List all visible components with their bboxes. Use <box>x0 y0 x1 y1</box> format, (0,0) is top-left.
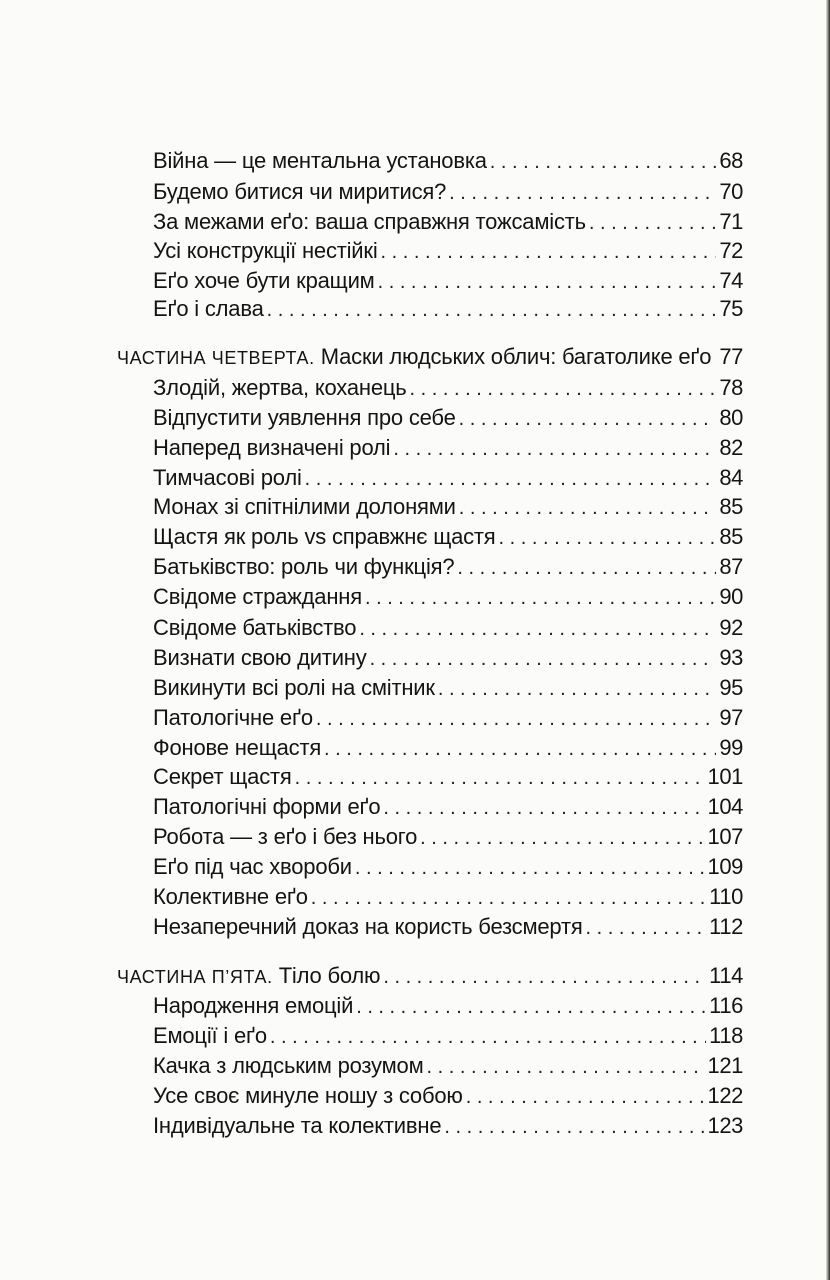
dot-leader <box>355 853 705 883</box>
dot-leader <box>459 404 717 434</box>
toc-entry-page: 107 <box>707 824 743 849</box>
toc-entry[interactable] <box>153 463 743 493</box>
toc-entry-title: Колективне еґо <box>153 884 308 909</box>
toc-entry[interactable] <box>153 673 743 703</box>
toc-entry-page: 71 <box>719 209 743 234</box>
toc-entry[interactable] <box>153 613 743 643</box>
toc-entry-page: 109 <box>707 854 743 879</box>
toc-entry-page: 123 <box>707 1113 743 1138</box>
toc-row <box>0 177 830 207</box>
toc-entry-page: 84 <box>719 465 743 490</box>
dot-leader <box>365 583 716 613</box>
toc-entry[interactable] <box>153 433 743 463</box>
toc-entry-title: Народження емоцій <box>153 993 354 1018</box>
toc-entry[interactable] <box>153 703 743 733</box>
dot-leader <box>449 178 716 208</box>
toc-entry-title: Індивідуальне та колективне <box>153 1113 442 1138</box>
dot-leader <box>383 962 706 992</box>
part-page: 114 <box>709 963 743 988</box>
toc-entry-title: Будемо битися чи миритися? <box>153 179 447 204</box>
toc-entry-title: Еґо під час хвороби <box>153 854 352 879</box>
toc-entry-title: Фонове нещастя <box>153 735 322 760</box>
dot-leader <box>267 295 717 325</box>
part-label: ЧАСТИНА ЧЕТВЕРТА. <box>117 348 315 368</box>
dot-leader <box>459 493 717 523</box>
toc-entry-title: Свідоме батьківство <box>153 615 357 640</box>
toc-row-part-heading <box>0 961 830 991</box>
toc-entry-page: 112 <box>709 914 743 939</box>
toc-entry-page: 104 <box>707 794 743 819</box>
toc-entry-title: Наперед визначені ролі <box>153 435 391 460</box>
toc-entry-page: 78 <box>719 375 743 400</box>
toc-entry-page: 85 <box>719 524 743 549</box>
dot-leader <box>305 464 717 494</box>
toc-entry[interactable] <box>153 492 743 522</box>
part-page: 77 <box>719 344 743 369</box>
toc-entry[interactable] <box>153 146 743 176</box>
part-title: Тіло болю <box>278 963 381 988</box>
dot-leader <box>311 883 706 913</box>
dot-leader <box>427 1052 705 1082</box>
toc-entry[interactable] <box>153 403 743 433</box>
toc-entry-page: 87 <box>719 554 743 579</box>
toc-entry-title: Злодій, жертва, коханець <box>153 375 407 400</box>
toc-entry[interactable] <box>153 522 743 552</box>
dot-leader <box>457 553 716 583</box>
toc-entry-page: 72 <box>719 238 743 263</box>
toc-row <box>0 266 830 296</box>
toc-entry-page: 80 <box>719 405 743 430</box>
dot-leader <box>444 1112 704 1142</box>
toc-entry[interactable] <box>153 1081 743 1111</box>
dot-leader <box>356 992 706 1022</box>
toc-entry[interactable] <box>153 207 743 237</box>
toc-entry-page: 95 <box>719 675 743 700</box>
toc-entry-title: Усе своє минуле ношу з собою <box>153 1083 463 1108</box>
dot-leader <box>589 208 716 238</box>
toc-part-heading[interactable] <box>117 342 743 372</box>
dot-leader <box>370 644 717 674</box>
toc-entry-title: Свідоме страждання <box>153 584 362 609</box>
toc-entry-page: 121 <box>707 1053 743 1078</box>
toc-entry-title: Секрет щастя <box>153 764 292 789</box>
dot-leader <box>393 434 716 464</box>
toc-entry[interactable] <box>153 294 743 324</box>
part-label: ЧАСТИНА П’ЯТА. <box>117 967 273 987</box>
toc-entry-page: 85 <box>719 494 743 519</box>
toc-entry-title: Війна — це ментальна установка <box>153 148 487 173</box>
toc-entry-title: Усі конструкції нестійкі <box>153 238 378 263</box>
toc-entry-title: Емоції і еґо <box>153 1023 267 1048</box>
dot-leader <box>499 523 717 553</box>
toc-entry-page: 90 <box>719 584 743 609</box>
dot-leader <box>359 614 716 644</box>
dot-leader <box>295 763 705 793</box>
toc-entry-title: Батьківство: роль чи функція? <box>153 554 455 579</box>
toc-entry[interactable] <box>153 643 743 673</box>
toc-entry-page: 97 <box>719 705 743 730</box>
toc-entry[interactable] <box>153 1111 743 1141</box>
toc-entry-title: Незаперечний доказ на користь безсмертя <box>153 914 583 939</box>
toc-entry[interactable] <box>153 912 743 942</box>
dot-leader <box>316 704 716 734</box>
toc-row <box>0 294 830 324</box>
toc-row <box>0 236 830 266</box>
part-title: Маски людських облич: багатолике еґо <box>320 344 712 369</box>
toc-entry[interactable] <box>153 582 743 612</box>
toc-entry-page: 68 <box>719 148 743 173</box>
page-edge-shadow <box>826 0 830 1280</box>
toc-entry[interactable] <box>153 266 743 296</box>
dot-leader <box>490 147 717 177</box>
toc-entry-page: 82 <box>719 435 743 460</box>
toc-entry[interactable] <box>153 882 743 912</box>
toc-entry[interactable] <box>153 852 743 882</box>
toc-entry-page: 101 <box>707 764 743 789</box>
dot-leader <box>383 793 704 823</box>
toc-entry-title: Викинути всі ролі на смітник <box>153 675 435 700</box>
toc-entry[interactable] <box>153 177 743 207</box>
toc-entry[interactable] <box>153 733 743 763</box>
toc-row <box>0 207 830 237</box>
toc-part-heading[interactable] <box>117 961 743 991</box>
toc-entry[interactable] <box>153 1051 743 1081</box>
toc-entry-title: Еґо хоче бути кращим <box>153 268 375 293</box>
dot-leader <box>466 1082 705 1112</box>
toc-entry-title: Качка з людським розумом <box>153 1053 424 1078</box>
toc-entry-title: Тимчасові ролі <box>153 465 302 490</box>
toc-entry-page: 93 <box>719 645 743 670</box>
dot-leader <box>438 674 717 704</box>
dot-leader <box>420 823 704 853</box>
toc-entry[interactable] <box>153 991 743 1021</box>
toc-entry[interactable] <box>153 792 743 822</box>
dot-leader <box>378 267 717 297</box>
dot-leader <box>714 343 716 373</box>
toc-entry[interactable] <box>153 236 743 266</box>
dot-leader <box>324 734 716 764</box>
toc-row-part-heading <box>0 342 830 372</box>
toc-entry-title: Робота — з еґо і без нього <box>153 824 418 849</box>
toc-entry-page: 122 <box>707 1083 743 1108</box>
toc-entry-title: Патологічні форми еґо <box>153 794 381 819</box>
toc-entry[interactable] <box>153 1021 743 1051</box>
toc-entry-page: 118 <box>709 1023 743 1048</box>
toc-entry[interactable] <box>153 762 743 792</box>
toc-entry[interactable] <box>153 373 743 403</box>
dot-leader <box>381 237 717 267</box>
toc-entry-page: 116 <box>709 993 743 1018</box>
toc-row <box>0 146 830 176</box>
toc-entry-page: 74 <box>719 268 743 293</box>
toc-entry-title: За межами еґо: ваша справжня тожсамість <box>153 209 586 234</box>
toc-entry-page: 110 <box>709 884 743 909</box>
toc-entry-page: 99 <box>719 735 743 760</box>
toc-entry-title: Патологічне еґо <box>153 705 313 730</box>
toc-entry-title: Монах зі спітнілими долонями <box>153 494 456 519</box>
dot-leader <box>410 374 717 404</box>
dot-leader <box>270 1022 706 1052</box>
toc-entry-title: Еґо і слава <box>153 296 264 321</box>
toc-entry[interactable] <box>153 822 743 852</box>
toc-entry-page: 75 <box>719 296 743 321</box>
toc-entry-page: 70 <box>719 179 743 204</box>
toc-entry-page: 92 <box>719 615 743 640</box>
toc-entry[interactable] <box>153 552 743 582</box>
dot-leader <box>586 913 707 943</box>
toc-entry-title: Визнати свою дитину <box>153 645 367 670</box>
toc-entry-title: Щастя як роль vs справжнє щастя <box>153 524 496 549</box>
toc-entry-title: Відпустити уявлення про себе <box>153 405 456 430</box>
